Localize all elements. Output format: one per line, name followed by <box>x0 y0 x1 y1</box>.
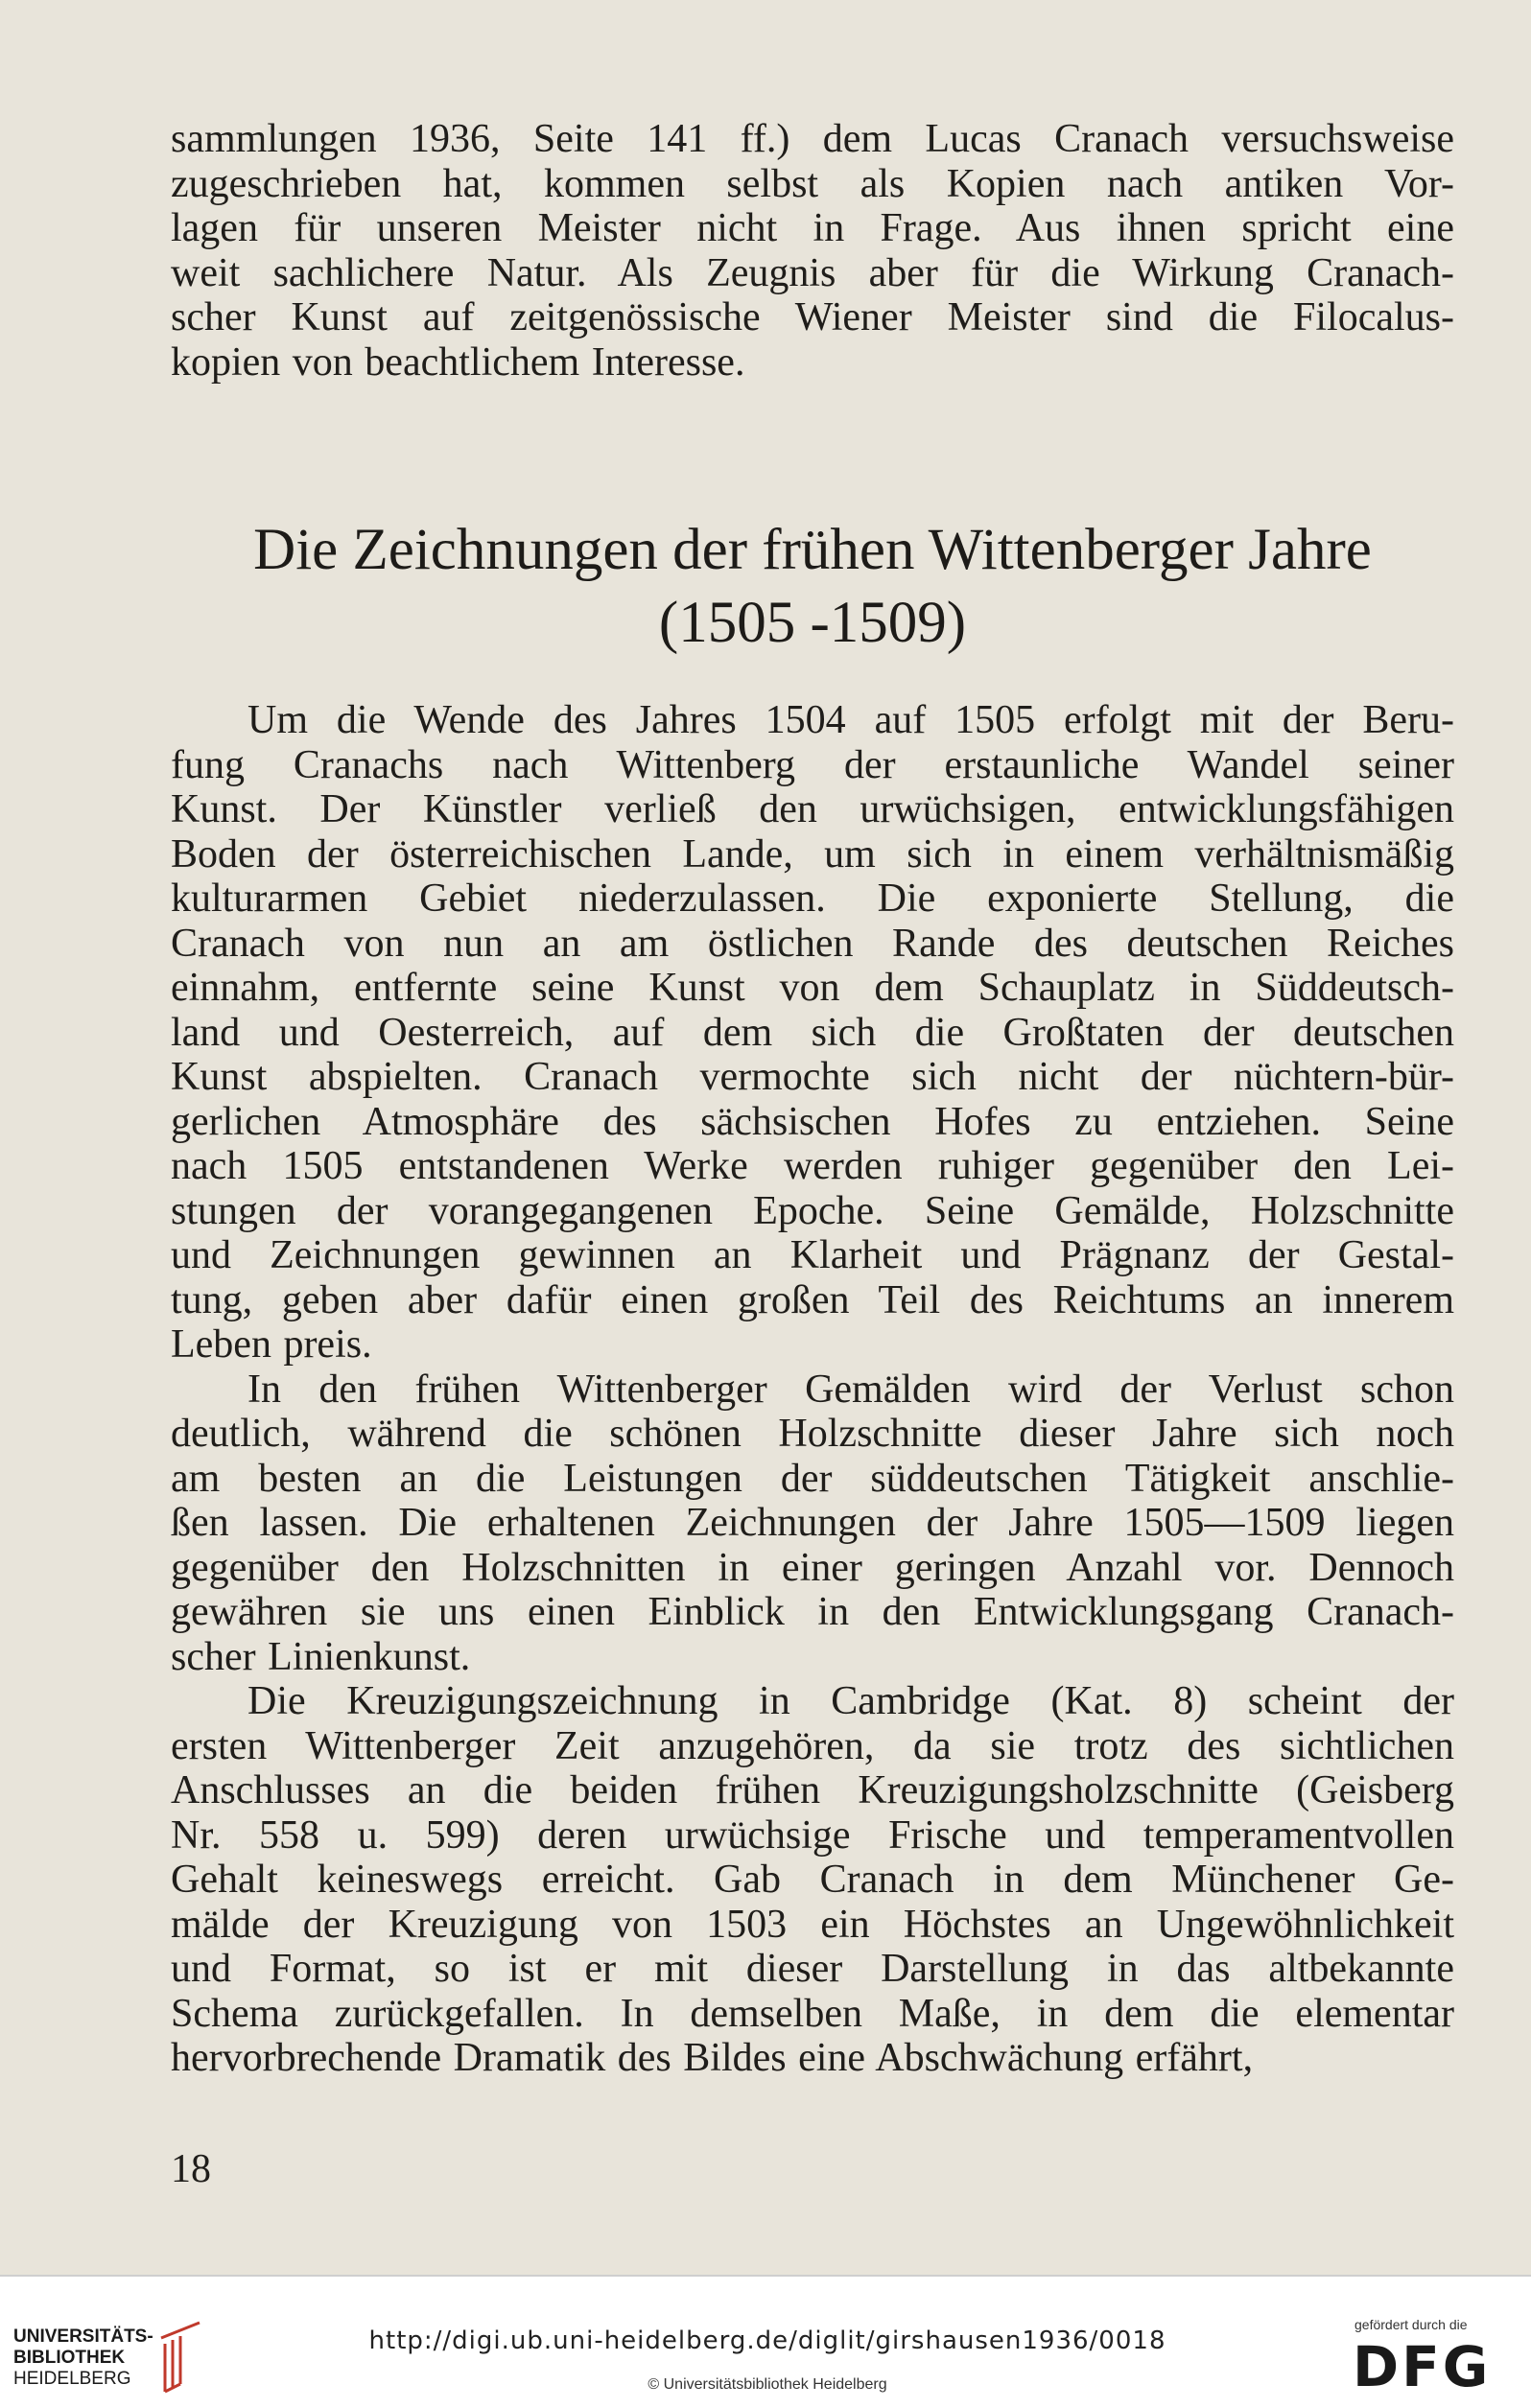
copyright-notice: © Universitätsbibliothek Heidelberg <box>648 2376 887 2393</box>
library-logo[interactable] <box>13 2326 153 2390</box>
text-line: und Zeichnungen gewinnen an Klarheit und Prägnanz der Gestal- <box>171 1233 1454 1277</box>
paragraph-1 <box>171 698 1454 1368</box>
text-line: scher Kunst auf zeitgenössische Wiener Meister sind die Filocalus- <box>171 295 1454 339</box>
text-line: Boden der österreichischen Lande, um sich in einem verhältnismäßig <box>171 831 1454 877</box>
text-line: einnahm, entfernte seine Kunst von dem Schauplatz in Süddeutsch- <box>171 966 1454 1010</box>
text-line: lagen für unseren Meister nicht in Frage. Aus ihnen spricht eine <box>171 206 1454 250</box>
text-line: gegenüber den Holzschnitten in einer geringen Anzahl vor. Dennoch <box>171 1545 1454 1590</box>
text-line: ersten Wittenberger Zeit anzugehören, da sie trotz des sichtlichen <box>171 1723 1454 1768</box>
heading-line-1: Die Zeichnungen der frühen Wittenberger Jahre <box>253 518 1372 582</box>
funding-caption: gefördert durch die <box>1354 2317 1468 2332</box>
intro-text <box>171 117 1454 385</box>
text-line: fung Cranachs nach Wittenberg der erstaunliche Wandel seiner <box>171 742 1454 787</box>
paragraph-2 <box>171 1368 1454 1680</box>
text-line: kulturarmen Gebiet niederzulassen. Die exponierte Stellung, die <box>171 877 1454 921</box>
text-line: am besten an die Leistungen der süddeutschen Tätigkeit anschlie- <box>171 1456 1454 1501</box>
paragraph-3 <box>171 1679 1454 2081</box>
library-name-line-2: BIBLIOTHEK <box>13 2348 126 2368</box>
text-line: Cranach von nun an am östlichen Rande des deutschen Reiches <box>171 921 1454 966</box>
text-line: stungen der vorangegangenen Epoche. Seine Gemälde, Holzschnitte <box>171 1188 1454 1233</box>
text-line: Anschlusses an die beiden frühen Kreuzigungsholzschnitte (Geisberg <box>171 1768 1454 1812</box>
text-line: ßen lassen. Die erhaltenen Zeichnungen der Jahre 1505—1509 liegen <box>171 1501 1454 1545</box>
text-line: deutlich, während die schönen Holzschnitte dieser Jahre sich noch <box>171 1412 1454 1456</box>
text-line: mälde der Kreuzigung von 1503 ein Höchstes an Ungewöhnlichkeit <box>171 1902 1454 1947</box>
text-line: kopien von beachtlichem Interesse. <box>171 339 745 385</box>
text-line: Schema zurückgefallen. In demselben Maße, in dem die elementar <box>171 1991 1454 2036</box>
library-emblem-icon <box>153 2319 213 2396</box>
dfg-logo[interactable]: DFG <box>1353 2334 1492 2399</box>
text-line: und Format, so ist er mit dieser Darstellung in das altbekannte <box>171 1947 1454 1991</box>
text-line: sammlungen 1936, Seite 141 ff.) dem Lucas Cranach versuchsweise <box>171 117 1454 161</box>
text-line: Nr. 558 u. 599) deren urwüchsige Frische und temperamentvollen <box>171 1812 1454 1858</box>
text-line: Um die Wende des Jahres 1504 auf 1505 erfolgt mit der Beru- <box>247 698 1454 742</box>
text-line: In den frühen Wittenberger Gemälden wird der Verlust schon <box>247 1367 1454 1412</box>
text-line: hervorbrechende Dramatik des Bildes eine Abschwächung erfährt, <box>171 2036 1254 2080</box>
text-line: gerlichen Atmosphäre des sächsischen Hofes zu entziehen. Seine <box>171 1099 1454 1144</box>
text-line: weit sachlichere Natur. Als Zeugnis aber für die Wirkung Cranach- <box>171 250 1454 295</box>
text-line: scher Linienkunst. <box>171 1634 471 1679</box>
digitization-footer <box>0 2275 1531 2408</box>
body-text <box>171 698 1454 2081</box>
permalink-url[interactable]: http://digi.ub.uni-heidelberg.de/diglit/girshausen1936/0018 <box>368 2326 1166 2355</box>
text-line: Kunst. Der Künstler verließ den urwüchsigen, entwicklungsfähigen <box>171 787 1454 831</box>
text-line: Leben preis. <box>171 1322 372 1367</box>
text-line: zugeschrieben hat, kommen selbst als Kopien nach antiken Vor- <box>171 161 1454 206</box>
heading-line-2: (1505 -1509) <box>658 591 967 655</box>
text-line: nach 1505 entstandenen Werke werden ruhiger gegenüber den Lei- <box>171 1144 1454 1188</box>
chapter-heading <box>171 514 1454 660</box>
text-line: Kunst abspielten. Cranach vermochte sich nicht der nüchtern-bür- <box>171 1055 1454 1099</box>
library-name-line-3: HEIDELBERG <box>13 2369 131 2389</box>
text-line: tung, geben aber dafür einen großen Teil des Reichtums an innerem <box>171 1277 1454 1322</box>
text-line: Gehalt keineswegs erreicht. Gab Cranach in dem Münchener Ge- <box>171 1858 1454 1902</box>
page-number: 18 <box>171 2147 211 2191</box>
text-line: gewähren sie uns einen Einblick in den Entwicklungsgang Cranach- <box>171 1590 1454 1634</box>
text-line: land und Oesterreich, auf dem sich die Großtaten der deutschen <box>171 1010 1454 1055</box>
library-name-line-1: UNIVERSITÄTS- <box>13 2326 153 2347</box>
text-line: Die Kreuzigungszeichnung in Cambridge (Kat. 8) scheint der <box>247 1679 1454 1723</box>
intro-paragraph <box>171 117 1454 385</box>
